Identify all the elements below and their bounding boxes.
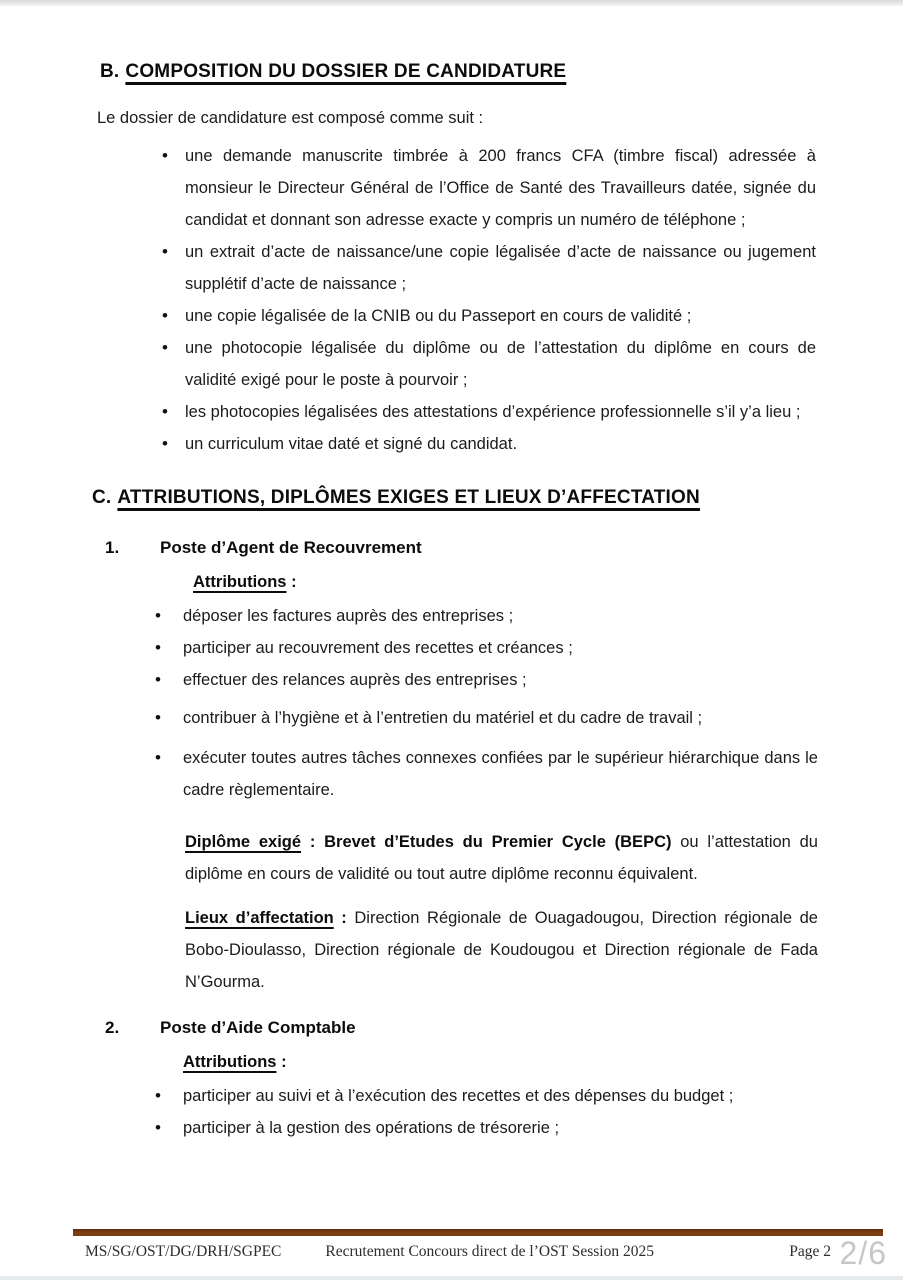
post-2-attributions-label: Attributions : (183, 1053, 287, 1071)
footer-text-row (85, 1241, 831, 1263)
section-c-prefix: C. (92, 487, 112, 508)
post-1-number: 1. (105, 538, 120, 557)
footer-page-number: Page 2 (789, 1243, 831, 1260)
diploma-rest-text: ou l’attestation du diplôme en cours de validité ou tout autre diplôme reconnu équivalent. (185, 833, 818, 883)
post-2-heading (105, 1012, 816, 1044)
intro-text: Le dossier de candidature est composé comme suit : (97, 109, 484, 127)
post-1-title: Poste d’Agent de Recouvrement (160, 538, 422, 557)
dossier-item: • une copie légalisée de la CNIB ou du Passeport en cours de validité ; (185, 300, 816, 332)
dossier-items-list (0, 140, 816, 460)
section-c-heading (92, 482, 903, 514)
dossier-item: • un extrait d’acte de naissance/une copie légalisée d’acte de naissance ou jugement supplétif d’acte de naissance ; (185, 236, 816, 300)
lieux-colon: : (333, 909, 347, 927)
diploma-label: Diplôme exigé (185, 833, 302, 851)
lieux-rest-text: Direction Régionale de Ouagadougou, Direction régionale de Bobo-Dioulasso, Direction régionale de Koudougou et Direction régionale de Fada N’Gourma. (185, 909, 818, 991)
section-c-title: ATTRIBUTIONS, DIPLÔMES EXIGES ET LIEUX D’AFFECTATION (117, 487, 700, 508)
post-2-title: Poste d’Aide Comptable (160, 1018, 356, 1037)
viewer-page-indicator: 2/6 (839, 1235, 887, 1271)
dossier-item: • une demande manuscrite timbrée à 200 francs CFA (timbre fiscal) adressée à monsieur le Directeur Général de l’Office de Santé des Travailleurs datée, signée du candidat et donnant son adresse exacte y compris un numéro de téléphone ; (185, 140, 816, 236)
footer-rule (73, 1229, 883, 1236)
attribution-item: • participer à la gestion des opérations de trésorerie ; (183, 1112, 818, 1144)
post-1-heading (105, 532, 816, 564)
section-b-title: COMPOSITION DU DOSSIER DE CANDIDATURE (125, 61, 567, 82)
attribution-item: • effectuer des relances auprès des entreprises ; (183, 664, 818, 696)
post-1-attributions-list (0, 600, 818, 806)
footer-doc-title: Recrutement Concours direct de l’OST Session 2025 (325, 1243, 654, 1260)
footer-reference: MS/SG/OST/DG/DRH/SGPEC (85, 1243, 282, 1260)
dossier-item: • un curriculum vitae daté et signé du candidat. (185, 428, 816, 460)
attribution-item: • contribuer à l’hygiène et à l’entretien du matériel et du cadre de travail ; (183, 702, 818, 734)
attribution-item: • participer au suivi et à l’exécution des recettes et des dépenses du budget ; (183, 1080, 818, 1112)
lieux-paragraph (185, 902, 818, 998)
dossier-item: • une photocopie légalisée du diplôme ou de l’attestation du diplôme en cours de validité exigé pour le poste à pourvoir ; (185, 332, 816, 396)
attribution-item: • participer au recouvrement des recettes et créances ; (183, 632, 818, 664)
post-1-attributions-label: Attributions : (193, 573, 297, 591)
post-2-number: 2. (105, 1018, 120, 1037)
lieux-label: Lieux d’affectation (185, 909, 334, 927)
diploma-bold-text: : Brevet d’Etudes du Premier Cycle (BEPC) (301, 833, 672, 851)
section-b-prefix: B. (100, 61, 120, 82)
page-footer (0, 1229, 903, 1263)
page-top-edge (0, 0, 903, 6)
dossier-item: • les photocopies légalisées des attestations d’expérience professionnelle s’il y’a lieu ; (185, 396, 816, 428)
section-b-heading (100, 56, 903, 88)
post-2-attributions-list (0, 1080, 818, 1144)
diploma-paragraph (185, 826, 818, 890)
page-bottom-edge (0, 1276, 903, 1280)
document-content (0, 56, 903, 1144)
attribution-item: • déposer les factures auprès des entreprises ; (183, 600, 818, 632)
attribution-item: • exécuter toutes autres tâches connexes confiées par le supérieur hiérarchique dans le cadre règlementaire. (183, 742, 818, 806)
